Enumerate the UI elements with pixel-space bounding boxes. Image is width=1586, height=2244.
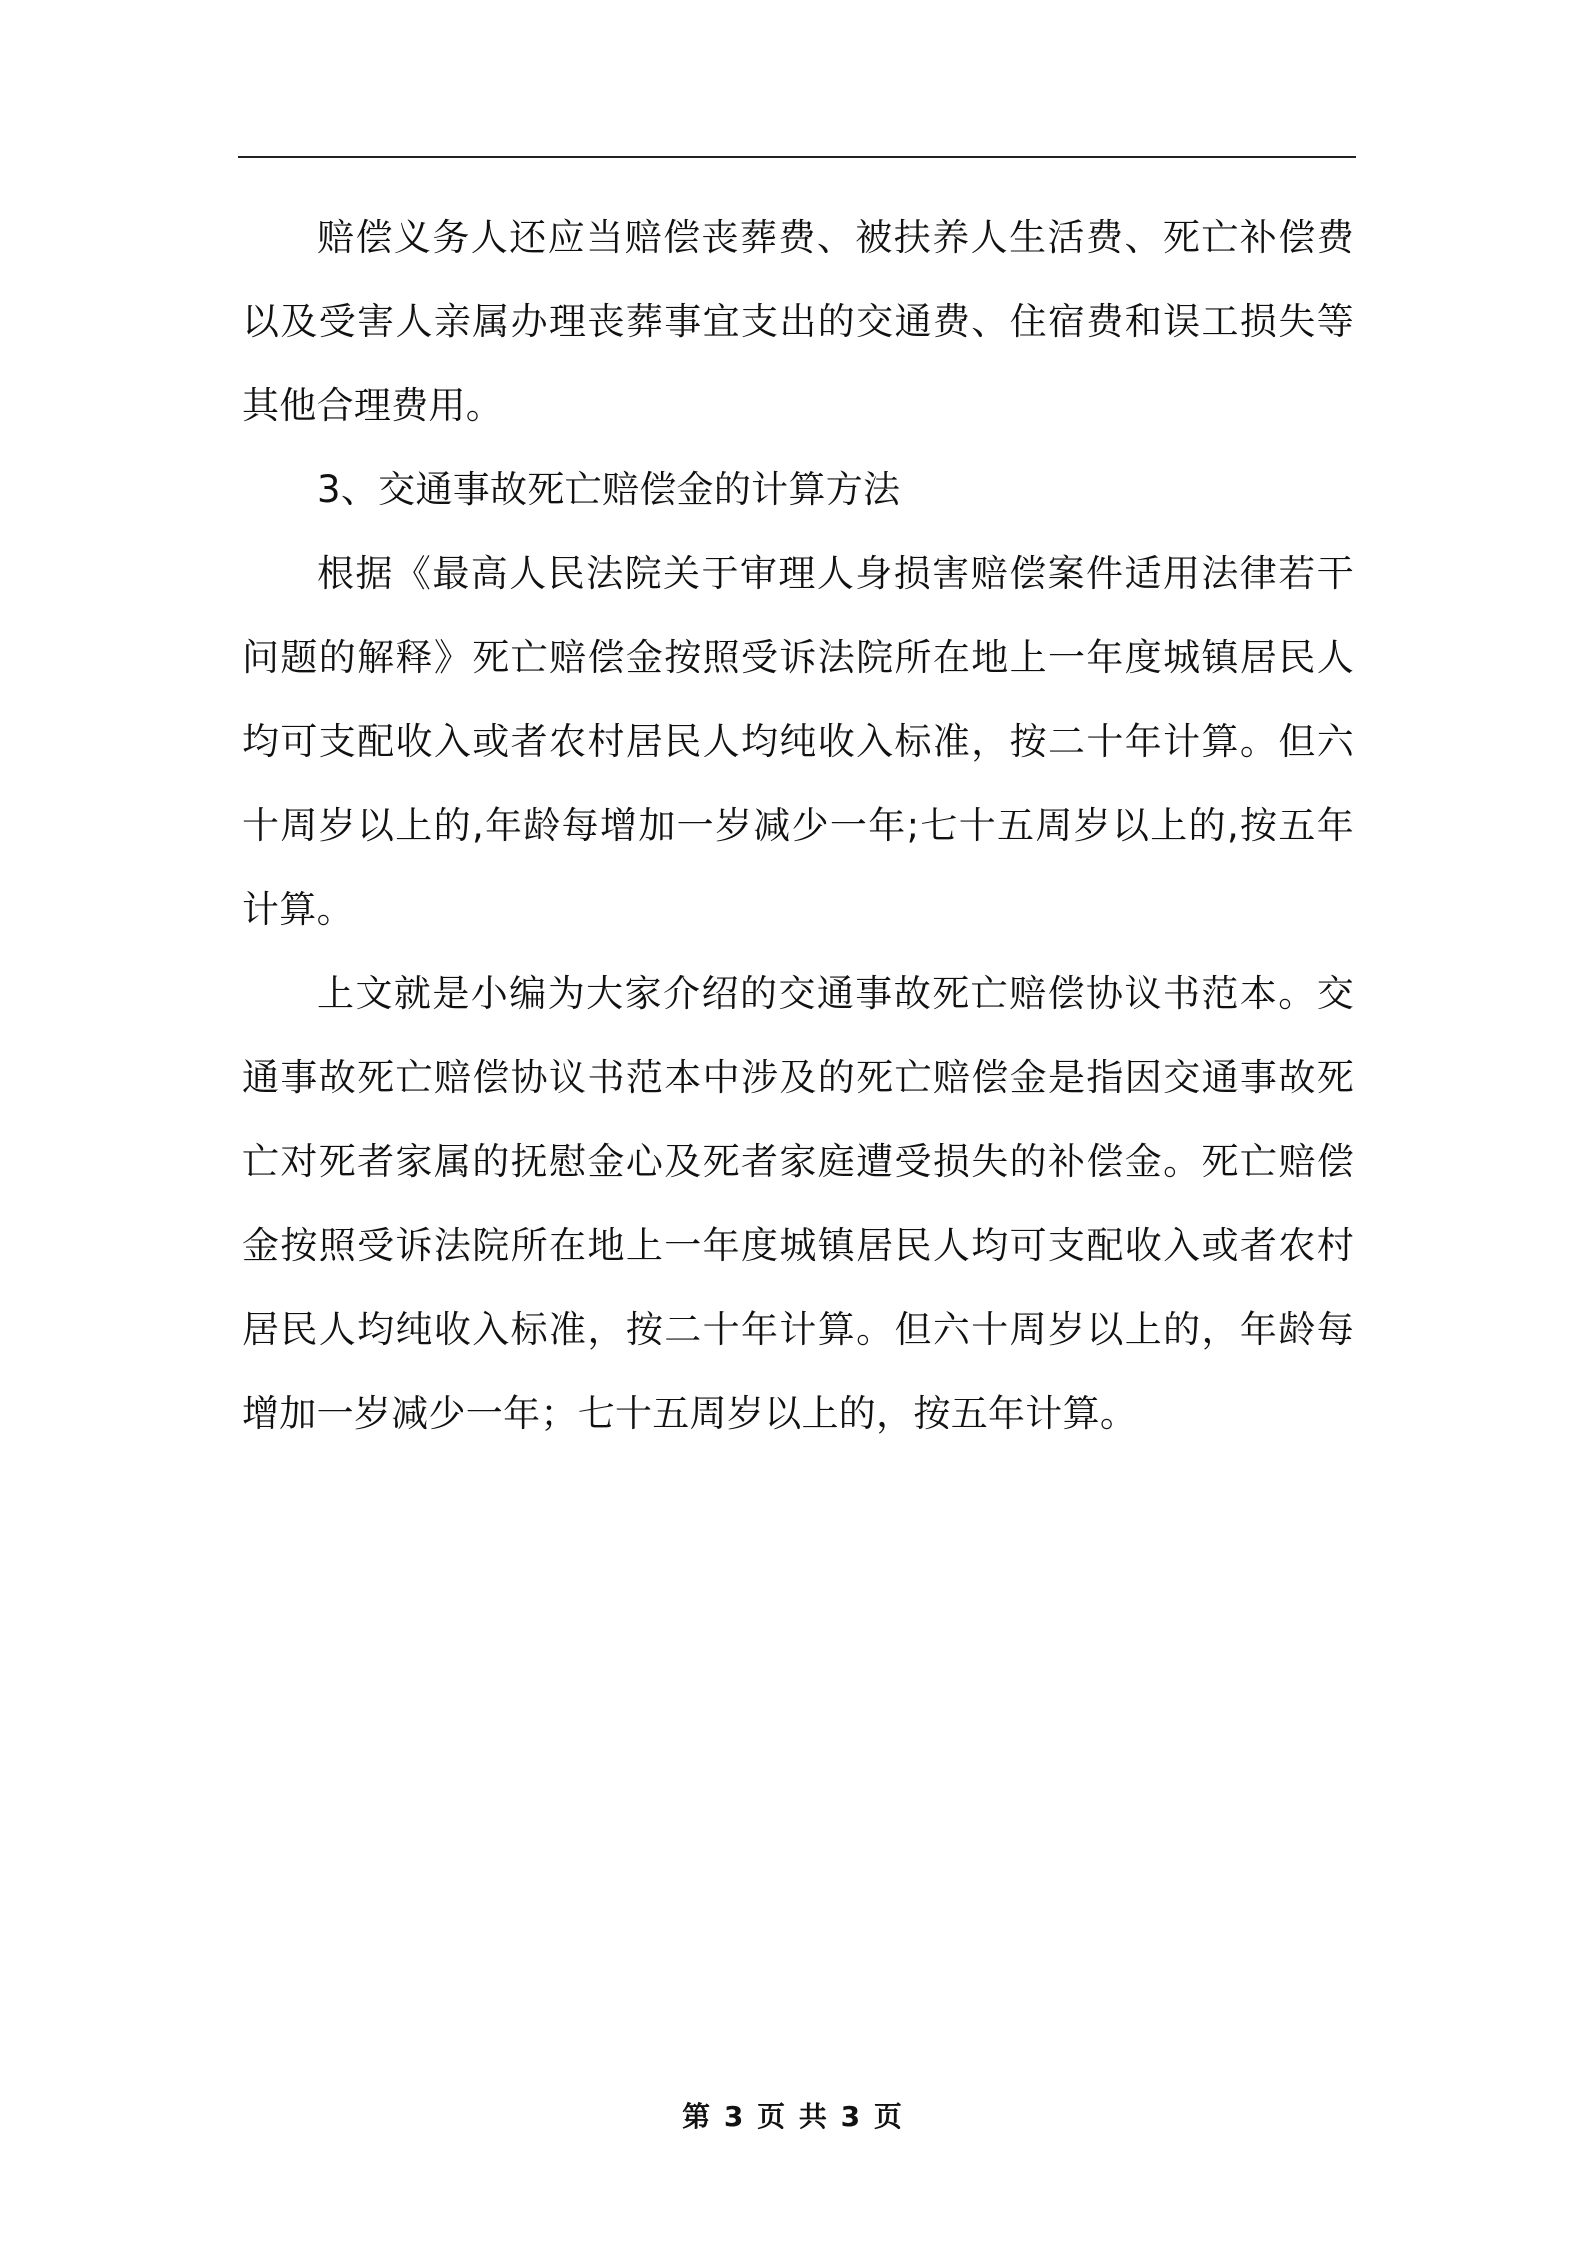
paragraph-compensation-obligations: 赔偿义务人还应当赔偿丧葬费、被扶养人生活费、死亡补偿费以及受害人亲属办理丧葬事宜支出的交通费、住宿费和误工损失等其他合理费用。 bbox=[242, 216, 1354, 427]
page-number: 第 3 页 共 3 页 bbox=[682, 2100, 904, 2133]
section-heading-calculation-method: 3、交通事故死亡赔偿金的计算方法 bbox=[317, 468, 901, 511]
header-divider bbox=[238, 156, 1356, 158]
paragraph-legal-basis: 根据《最高人民法院关于审理人身损害赔偿案件适用法律若干问题的解释》死亡赔偿金按照受诉法院所在地上一年度城镇居民人均可支配收入或者农村居民人均纯收入标准，按二十年计算。但六十周岁以上的,年龄每增加一岁减少一年;七十五周岁以上的,按五年计算。 bbox=[242, 552, 1354, 931]
document-body bbox=[242, 196, 1354, 1456]
paragraph-summary: 上文就是小编为大家介绍的交通事故死亡赔偿协议书范本。交通事故死亡赔偿协议书范本中涉及的死亡赔偿金是指因交通事故死亡对死者家属的抚慰金心及死者家庭遭受损失的补偿金。死亡赔偿金按照受诉法院所在地上一年度城镇居民人均可支配收入或者农村居民人均纯收入标准，按二十年计算。但六十周岁以上的，年龄每增加一岁减少一年；七十五周岁以上的，按五年计算。 bbox=[242, 972, 1354, 1435]
